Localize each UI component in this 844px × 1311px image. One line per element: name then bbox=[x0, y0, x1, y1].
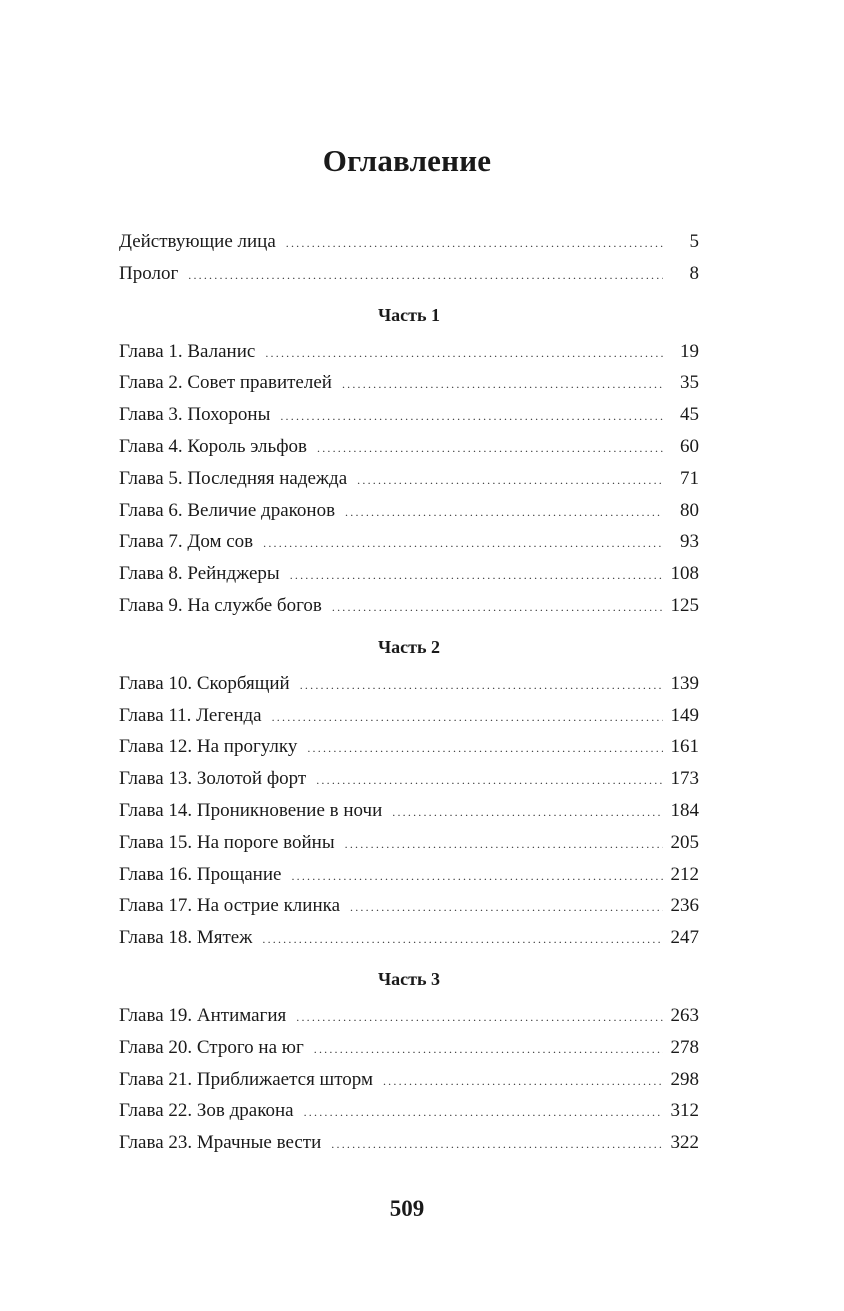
leader-dots bbox=[342, 369, 663, 401]
toc-entry-label: Глава 21. Приближается шторм bbox=[119, 1068, 373, 1090]
toc-entry-page: 298 bbox=[670, 1068, 699, 1090]
toc-entry bbox=[119, 463, 699, 495]
toc-entry-label: Глава 12. На прогулку bbox=[119, 736, 298, 758]
toc-entry-label: Глава 19. Антимагия bbox=[119, 1004, 287, 1026]
toc-entry-label: Глава 23. Мрачные вести bbox=[119, 1132, 322, 1154]
toc-entry-page: 80 bbox=[680, 499, 699, 521]
part-heading-2: Часть 2 bbox=[377, 636, 441, 657]
leader-dots bbox=[350, 892, 663, 924]
toc-entry-page: 161 bbox=[670, 736, 699, 758]
toc-entry-label: Глава 1. Валанис bbox=[119, 340, 256, 362]
toc-entry-label: Глава 5. Последняя надежда bbox=[119, 467, 348, 489]
leader-dots bbox=[392, 797, 663, 829]
toc-entry-page: 236 bbox=[670, 895, 699, 917]
leader-dots bbox=[314, 1034, 663, 1066]
toc-entry-label: Глава 8. Рейнджеры bbox=[119, 563, 280, 585]
table-of-contents bbox=[119, 226, 699, 1159]
toc-entry-page: 45 bbox=[680, 404, 699, 426]
leader-dots bbox=[286, 228, 663, 260]
leader-dots bbox=[280, 401, 663, 433]
leader-dots bbox=[300, 670, 663, 702]
leader-dots bbox=[331, 1129, 663, 1161]
toc-entry bbox=[119, 1032, 699, 1064]
toc-entry-label: Глава 16. Прощание bbox=[119, 863, 282, 885]
toc-entry-label: Глава 22. Зов дракона bbox=[119, 1100, 294, 1122]
toc-entry-label: Глава 13. Золотой форт bbox=[119, 768, 307, 790]
toc-entry bbox=[119, 922, 699, 954]
page-number: 509 bbox=[389, 1196, 425, 1221]
toc-entry bbox=[119, 1095, 699, 1127]
toc-entry-label: Глава 10. Скорбящий bbox=[119, 672, 290, 694]
toc-entry bbox=[119, 431, 699, 463]
toc-entry bbox=[119, 827, 699, 859]
toc-entry-page: 60 bbox=[680, 435, 699, 457]
toc-entry-page: 263 bbox=[670, 1004, 699, 1026]
toc-entry bbox=[119, 590, 699, 622]
toc-entry bbox=[119, 1127, 699, 1159]
toc-entry-page: 5 bbox=[689, 231, 699, 252]
toc-entry-label: Глава 14. Проникновение в ночи bbox=[119, 799, 383, 821]
toc-entry bbox=[119, 763, 699, 795]
toc-entry bbox=[119, 495, 699, 527]
toc-entry-label: Глава 4. Король эльфов bbox=[119, 435, 307, 457]
toc-entry-page: 278 bbox=[670, 1036, 699, 1058]
toc-entry-page: 247 bbox=[670, 927, 699, 949]
toc-entry-label: Глава 15. На пороге войны bbox=[119, 831, 335, 853]
toc-entry-label: Глава 11. Легенда bbox=[119, 704, 262, 726]
toc-entry-page: 108 bbox=[670, 563, 699, 585]
leader-dots bbox=[263, 528, 663, 560]
toc-entry-page: 8 bbox=[689, 262, 699, 284]
part-heading-1: Часть 1 bbox=[377, 304, 441, 325]
toc-entry-label: Глава 3. Похороны bbox=[119, 404, 271, 426]
leader-dots bbox=[272, 702, 663, 734]
toc-entry-page: 35 bbox=[680, 372, 699, 394]
leader-dots bbox=[262, 924, 663, 956]
leader-dots bbox=[307, 733, 663, 765]
toc-entry-page: 19 bbox=[680, 340, 699, 362]
leader-dots bbox=[316, 765, 663, 797]
toc-entry-page: 139 bbox=[670, 672, 699, 694]
leader-dots bbox=[357, 465, 663, 497]
toc-entry bbox=[119, 859, 699, 891]
leader-dots bbox=[332, 592, 663, 624]
toc-entry bbox=[119, 399, 699, 431]
toc-entry-page: 205 bbox=[670, 831, 699, 853]
toc-entry-label: Глава 6. Величие драконов bbox=[119, 499, 336, 521]
toc-entry-label: Глава 20. Строго на юг bbox=[119, 1036, 304, 1058]
leader-dots bbox=[345, 829, 663, 861]
toc-entry-page: 322 bbox=[670, 1132, 699, 1154]
leader-dots bbox=[290, 560, 663, 592]
toc-entry bbox=[119, 1064, 699, 1096]
leader-dots bbox=[291, 861, 663, 893]
toc-entry bbox=[119, 526, 699, 558]
leader-dots bbox=[383, 1066, 663, 1098]
toc-entry-label: Глава 9. На службе богов bbox=[119, 594, 322, 616]
leader-dots bbox=[188, 260, 663, 292]
toc-entry-page: 173 bbox=[670, 768, 699, 790]
toc-entry bbox=[119, 795, 699, 827]
toc-entry bbox=[119, 668, 699, 700]
toc-entry bbox=[119, 558, 699, 590]
leader-dots bbox=[345, 497, 663, 529]
toc-entry-label: Глава 17. На острие клинка bbox=[119, 895, 340, 917]
leader-dots bbox=[265, 338, 663, 370]
toc-entry bbox=[119, 336, 699, 368]
toc-entry-page: 184 bbox=[670, 799, 699, 821]
toc-entry bbox=[119, 731, 699, 763]
toc-entry bbox=[119, 367, 699, 399]
part-heading-3: Часть 3 bbox=[377, 968, 441, 989]
toc-entry-page: 71 bbox=[680, 467, 699, 489]
leader-dots bbox=[296, 1002, 663, 1034]
toc-entry-characters bbox=[119, 226, 699, 258]
toc-entry-page: 212 bbox=[670, 863, 699, 885]
toc-entry-page: 312 bbox=[670, 1100, 699, 1122]
toc-entry-page: 93 bbox=[680, 531, 699, 553]
toc-entry-page: 125 bbox=[670, 594, 699, 616]
toc-entry-label: Глава 7. Дом сов bbox=[119, 531, 254, 553]
leader-dots bbox=[304, 1097, 663, 1129]
toc-entry bbox=[119, 890, 699, 922]
toc-entry-label: Пролог bbox=[119, 262, 179, 284]
toc-entry bbox=[119, 700, 699, 732]
toc-title: Оглавление bbox=[322, 143, 492, 178]
toc-entry-prologue bbox=[119, 258, 699, 290]
toc-entry-label: Глава 2. Совет правителей bbox=[119, 372, 332, 394]
toc-entry-label: Действующие лица bbox=[119, 231, 276, 252]
toc-entry-label: Глава 18. Мятеж bbox=[119, 927, 253, 949]
toc-entry bbox=[119, 1000, 699, 1032]
leader-dots bbox=[317, 433, 663, 465]
toc-entry-page: 149 bbox=[670, 704, 699, 726]
